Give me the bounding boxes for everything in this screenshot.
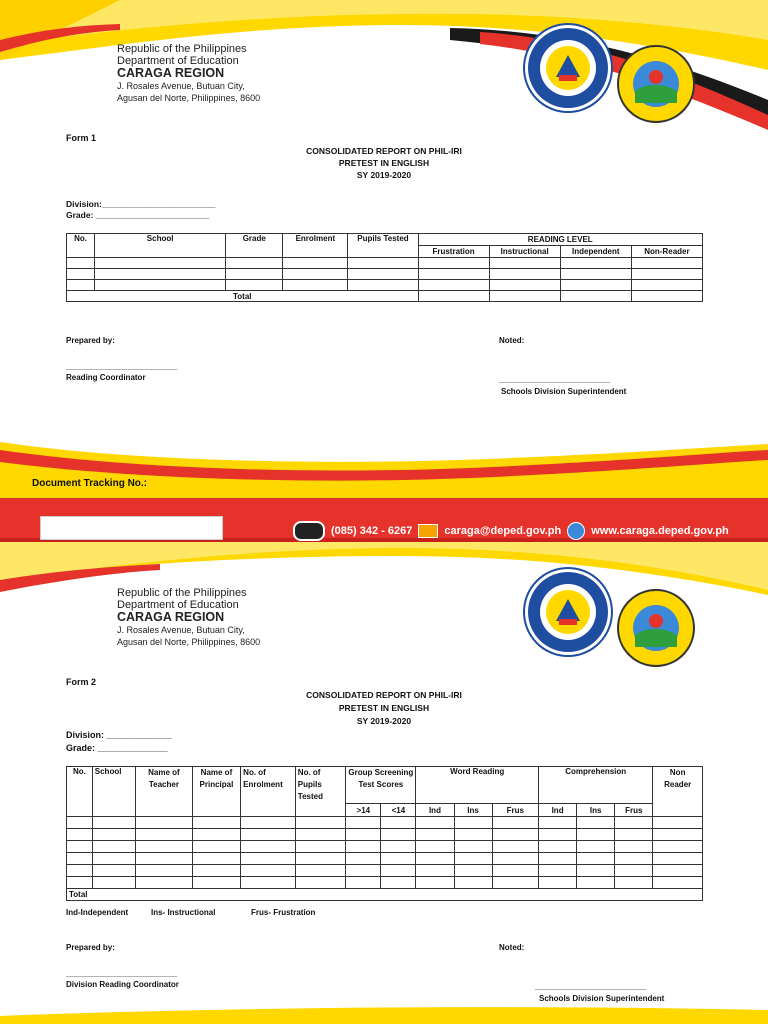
form2-label: Form 2	[66, 677, 97, 687]
form2-noted-line[interactable]: _________________________	[535, 982, 647, 991]
contact-bar	[293, 520, 729, 542]
form2-legend-ind: Ind-Independent	[66, 908, 129, 917]
col-reading-level: READING LEVEL	[418, 234, 702, 246]
form1-title2: PRETEST IN ENGLISH	[338, 158, 430, 168]
col-school: School	[92, 767, 135, 817]
caraga-seal-icon	[617, 45, 695, 123]
document-tracking-label: Document Tracking No.:	[32, 478, 148, 489]
col-name-of-teacher: Name of Teacher	[136, 767, 193, 817]
col-enrolment: Enrolment	[283, 234, 348, 258]
col-no-of-enrolment: No. of Enrolment	[241, 767, 296, 817]
form2-noted-role: Schools Division Superintendent	[539, 994, 665, 1003]
form2-title2: PRETEST IN ENGLISH	[338, 703, 430, 713]
table-row[interactable]	[67, 865, 703, 877]
form2-table	[66, 766, 703, 901]
header-line2: Department of Education	[117, 599, 239, 611]
phone-icon	[293, 521, 325, 541]
col-comprehension: Comprehension	[539, 767, 653, 804]
header-address2: Agusan del Norte, Philippines, 8600	[117, 637, 261, 647]
header-address2: Agusan del Norte, Philippines, 8600	[117, 93, 261, 103]
table-row[interactable]	[67, 877, 703, 889]
table-row[interactable]	[67, 258, 703, 269]
col-word-reading: Word Reading	[416, 767, 539, 804]
deped-seal-icon	[523, 23, 613, 113]
form2-division-field[interactable]: Division: _____________	[66, 730, 172, 740]
col-independent: Independent	[560, 246, 631, 258]
table-row[interactable]	[67, 280, 703, 291]
col-grade: Grade	[226, 234, 283, 258]
agency-header-1	[117, 43, 260, 104]
col-comp-ind: Ind	[539, 804, 577, 817]
col-comp-frus: Frus	[615, 804, 653, 817]
col-no: No.	[67, 767, 93, 817]
col-non-reader: Non-Reader	[631, 246, 702, 258]
col-wr-ind: Ind	[416, 804, 454, 817]
col-non-reader: Non Reader	[653, 767, 703, 817]
email-icon	[418, 524, 438, 538]
form1-prepared-line[interactable]: _________________________	[66, 362, 178, 371]
table-row[interactable]	[67, 817, 703, 829]
col-group-screening: Group Screening Test Scores	[346, 767, 416, 804]
form1-prepared-role: Reading Coordinator	[66, 373, 146, 382]
header-region: CARAGA REGION	[117, 66, 225, 80]
table-row-total[interactable]	[67, 889, 703, 901]
table-row[interactable]	[67, 853, 703, 865]
form2-prepared-role: Division Reading Coordinator	[66, 980, 179, 989]
header-line2: Department of Education	[117, 55, 239, 67]
form2-noted-label: Noted:	[499, 943, 525, 952]
col-wr-ins: Ins	[454, 804, 492, 817]
globe-icon	[567, 522, 585, 540]
form2-legend-ins: Ins- Instructional	[151, 908, 216, 917]
form1-noted-label: Noted:	[499, 336, 525, 345]
agency-header-2	[117, 587, 260, 648]
phone-number: (085) 342 - 6267	[331, 525, 413, 537]
table-row[interactable]	[67, 269, 703, 280]
total-label: Total	[67, 889, 703, 901]
form2-title3: SY 2019-2020	[356, 716, 412, 726]
form2-prepared-label: Prepared by:	[66, 943, 115, 952]
header-line1: Republic of the Philippines	[117, 43, 247, 55]
form2-prepared-line[interactable]: _________________________	[66, 969, 178, 978]
col-no-of-pupils-tested: No. of Pupils Tested	[295, 767, 346, 817]
col-frustration: Frustration	[418, 246, 489, 258]
col-name-of-principal: Name of Principal	[192, 767, 240, 817]
total-label: Total	[67, 291, 419, 302]
form1-table	[66, 233, 703, 302]
form1-label: Form 1	[66, 133, 97, 143]
form1-division-field[interactable]: Division:________________________	[66, 199, 216, 209]
col-comp-ins: Ins	[577, 804, 615, 817]
form1-title3: SY 2019-2020	[356, 170, 412, 180]
form2-legend-frus: Frus- Frustration	[251, 908, 316, 917]
document-tracking-input[interactable]	[40, 516, 223, 540]
form2-grade-field[interactable]: Grade: ______________	[66, 743, 168, 753]
header-address1: J. Rosales Avenue, Butuan City,	[117, 81, 245, 91]
form1-prepared-label: Prepared by:	[66, 336, 115, 345]
header-line1: Republic of the Philippines	[117, 587, 247, 599]
deped-seal-icon	[523, 567, 613, 657]
col-pupils-tested: Pupils Tested	[348, 234, 418, 258]
form1-noted-line[interactable]: _________________________	[499, 375, 611, 384]
table-row[interactable]	[67, 841, 703, 853]
header-address1: J. Rosales Avenue, Butuan City,	[117, 625, 245, 635]
table-row[interactable]	[67, 829, 703, 841]
col-no: No.	[67, 234, 95, 258]
form1-title1: CONSOLIDATED REPORT ON PHIL-IRI	[306, 146, 462, 156]
form1-noted-role: Schools Division Superintendent	[501, 387, 627, 396]
col-gst-under14: <14	[381, 804, 416, 817]
form1-grade-field[interactable]: Grade: ________________________	[66, 210, 210, 220]
caraga-seal-icon	[617, 589, 695, 667]
col-gst-over14: >14	[346, 804, 381, 817]
website-url: www.caraga.deped.gov.ph	[591, 525, 729, 537]
form2-title1: CONSOLIDATED REPORT ON PHIL-IRI	[306, 690, 462, 700]
email-address: caraga@deped.gov.ph	[444, 525, 562, 537]
table-row-total[interactable]	[67, 291, 703, 302]
header-region: CARAGA REGION	[117, 610, 225, 624]
col-school: School	[95, 234, 226, 258]
col-wr-frus: Frus	[492, 804, 538, 817]
col-instructional: Instructional	[489, 246, 560, 258]
